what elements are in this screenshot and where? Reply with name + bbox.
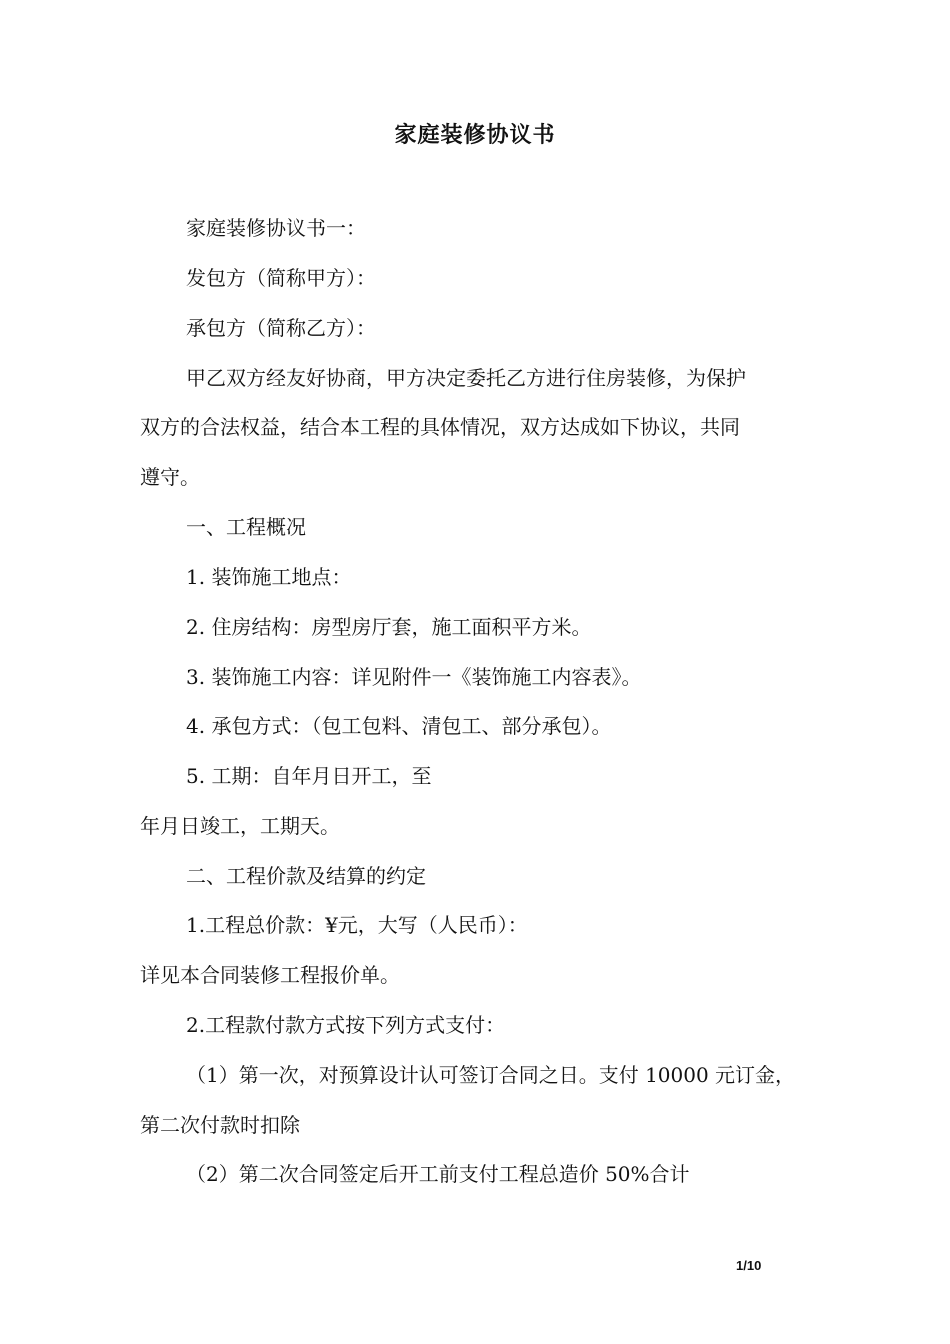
section-heading: 家庭装修协议书一： [186,216,366,240]
paragraph-line: 遵守。 [140,465,200,489]
paragraph-line: 年月日竣工，工期天。 [140,814,340,838]
page-number: 1/10 [736,1258,762,1273]
list-item: 4. 承包方式：（包工包料、清包工、部分承包）。 [186,714,612,738]
list-item: 3. 装饰施工内容：详见附件一《装饰施工内容表》。 [186,665,642,689]
section-heading: 二、工程价款及结算的约定 [186,864,426,888]
list-item: 2. 住房结构：房型房厅套，施工面积平方米。 [186,615,592,639]
party-a-line: 发包方（简称甲方）： [186,266,376,290]
paragraph-line: 甲乙双方经友好协商，甲方决定委托乙方进行住房装修，为保护 [186,366,746,390]
list-item: 1. 装饰施工地点： [186,565,352,589]
document-title: 家庭装修协议书 [394,122,556,148]
list-item: 1.工程总价款：¥元，大写（人民币）： [186,913,528,937]
list-item: 2.工程款付款方式按下列方式支付： [186,1013,506,1037]
list-item: （2）第二次合同签定后开工前支付工程总造价 50%合计 [186,1162,690,1186]
paragraph-line: 详见本合同装修工程报价单。 [140,963,400,987]
party-b-line: 承包方（简称乙方）： [186,316,376,340]
paragraph-line: 第二次付款时扣除 [140,1113,300,1137]
section-heading: 一、工程概况 [186,515,306,539]
list-item: （1）第一次，对预算设计认可签订合同之日。支付 10000 元订金， [186,1063,796,1087]
paragraph-line: 双方的合法权益，结合本工程的具体情况，双方达成如下协议，共同 [140,415,740,439]
list-item: 5. 工期：自年月日开工，至 [186,764,432,788]
